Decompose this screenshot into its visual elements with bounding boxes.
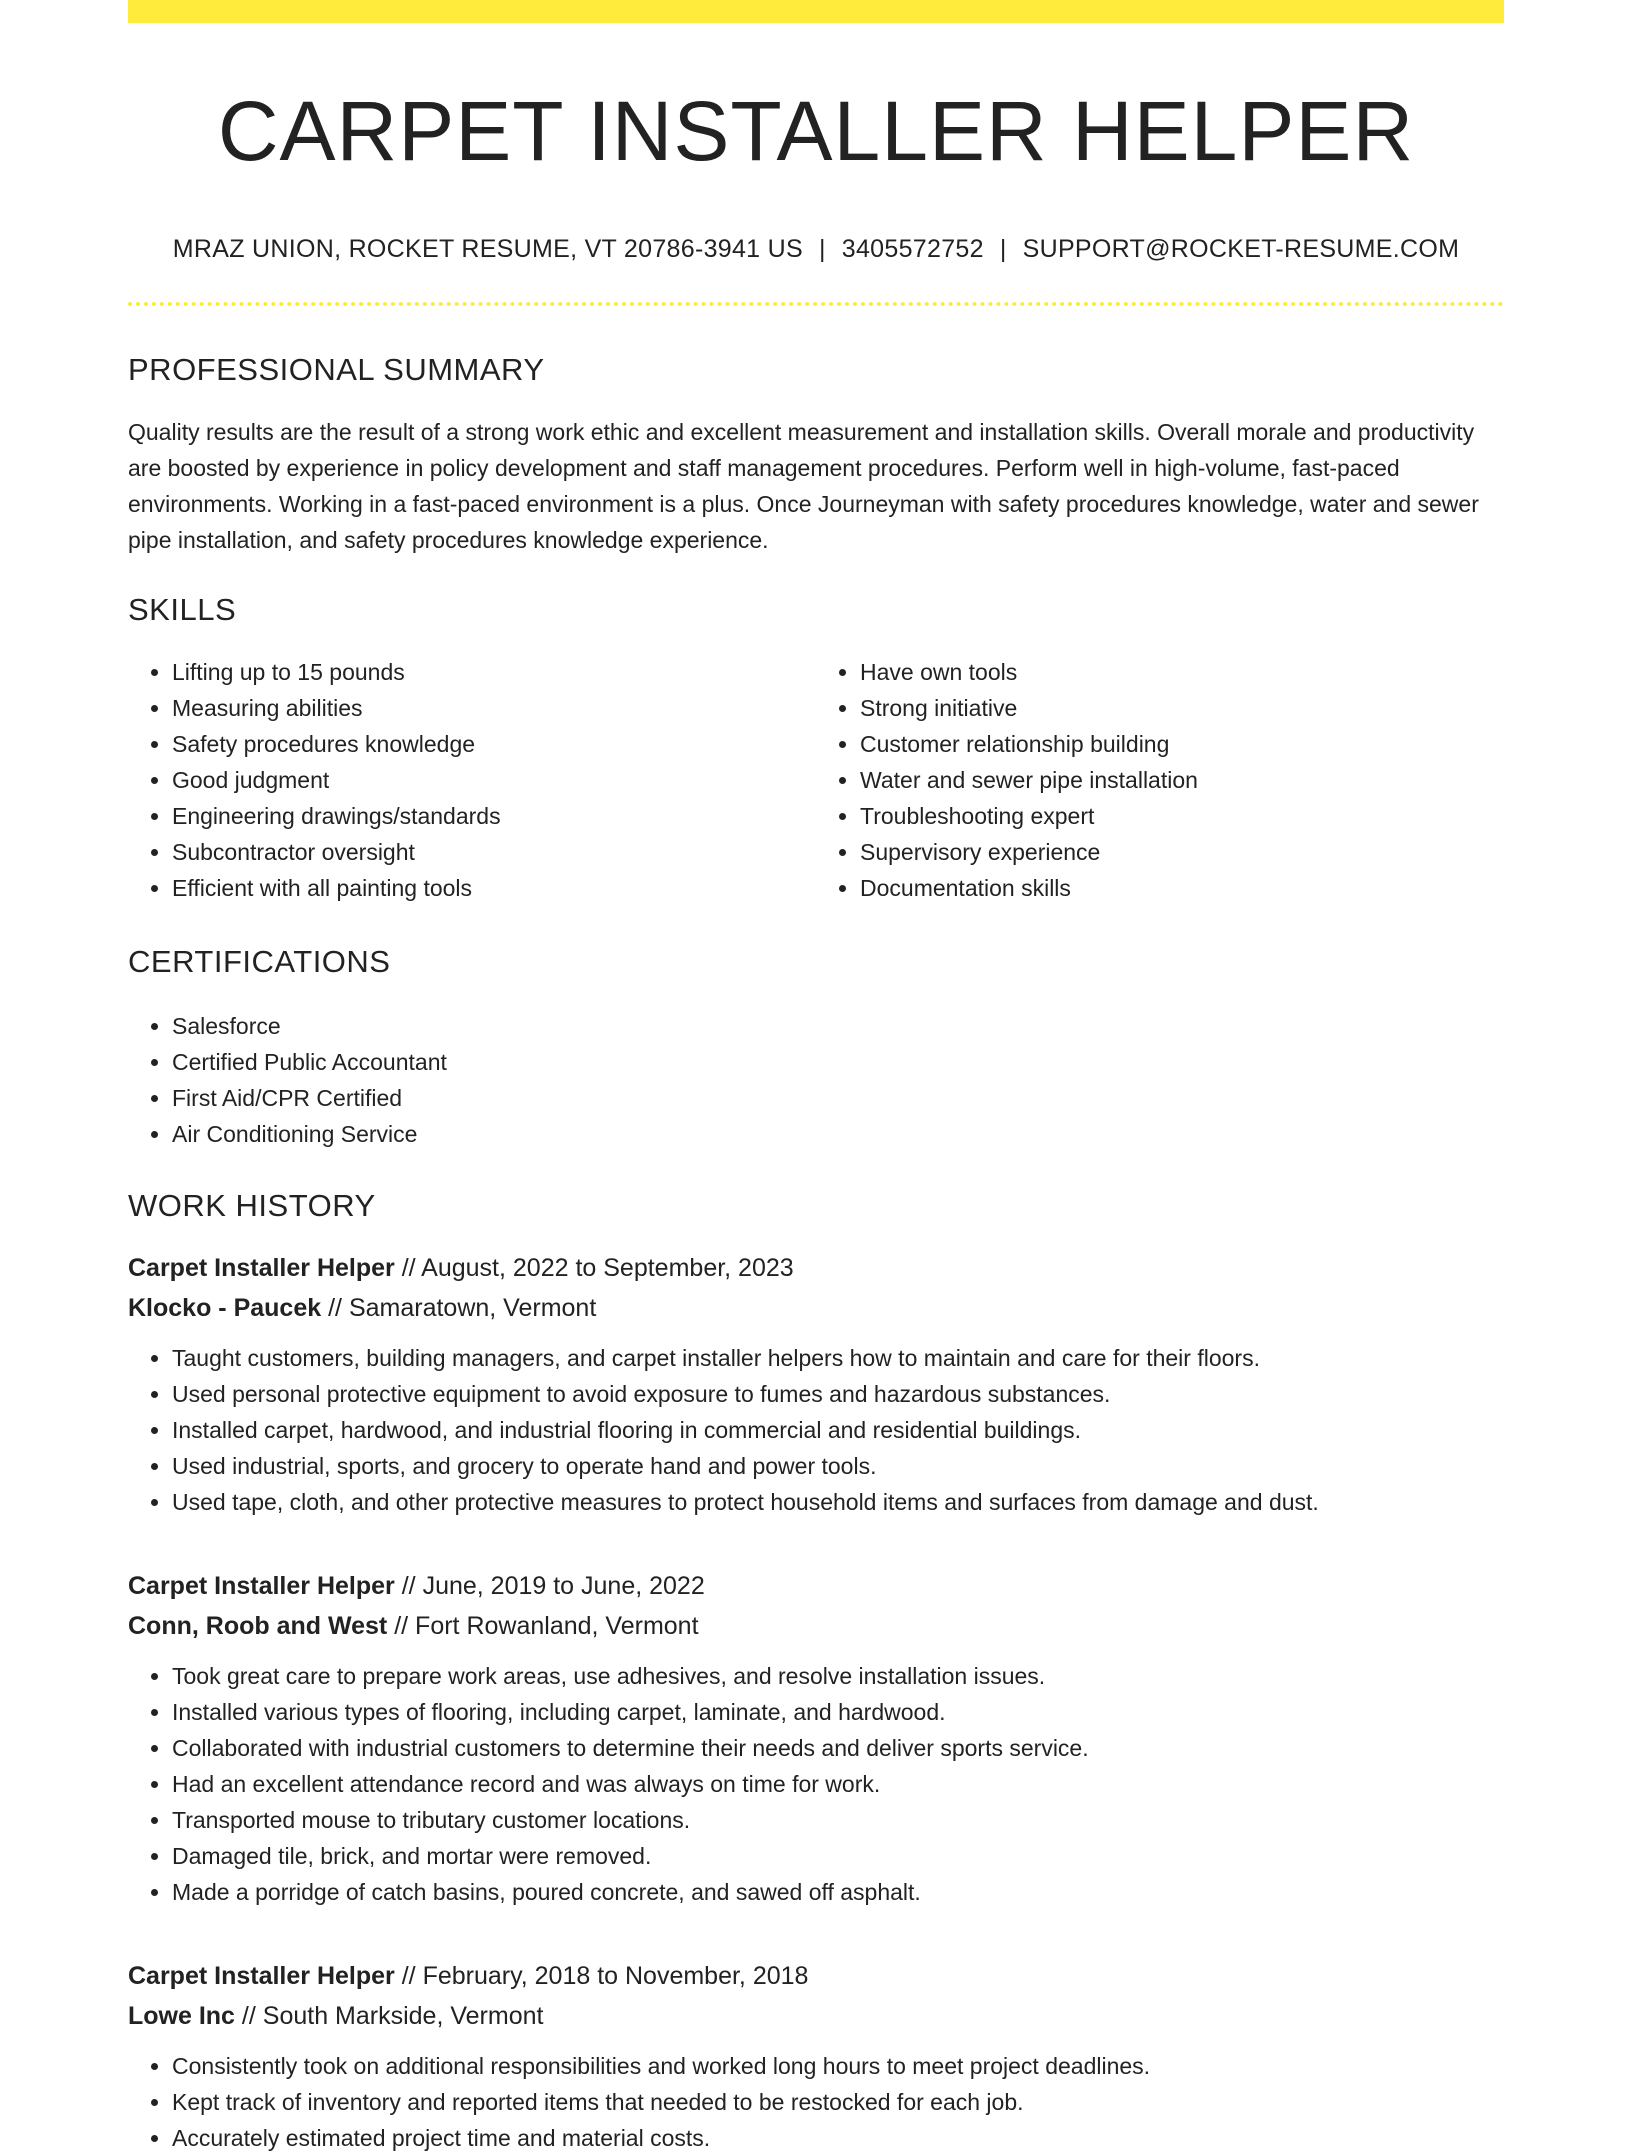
skill-item: • Engineering drawings/standards xyxy=(172,798,816,834)
job-bullet: • Took great care to prepare work areas, use adhesives, and resolve installation issues. xyxy=(172,1658,1504,1694)
job-company-line xyxy=(128,1996,1504,2036)
job-company-line xyxy=(128,1606,1504,1646)
job-dates: August, 2022 to September, 2023 xyxy=(421,1254,794,1283)
job-bullet: • Accurately estimated project time and material costs. xyxy=(172,2120,1504,2156)
job-bullet: • Used personal protective equipment to avoid exposure to fumes and hazardous substances. xyxy=(172,1376,1504,1412)
job-bullet: • Damaged tile, brick, and mortar were removed. xyxy=(172,1838,1504,1874)
skills-list-left xyxy=(128,654,816,906)
job-separator: // xyxy=(394,1254,422,1283)
job-bullet: • Used tape, cloth, and other protective measures to protect household items and surfaces from damage and dust. xyxy=(172,1484,1504,1520)
job-separator: // xyxy=(387,1612,416,1641)
skill-item: • Troubleshooting expert xyxy=(860,798,1504,834)
job-separator: // xyxy=(321,1294,349,1323)
contact-address: MRAZ UNION, ROCKET RESUME, VT 20786-3941 US xyxy=(172,235,803,264)
job-separator: // xyxy=(394,1572,423,1601)
job-separator: // xyxy=(234,2002,263,2031)
job-location: South Markside, Vermont xyxy=(262,2002,544,2031)
job-location: Samaratown, Vermont xyxy=(348,1294,597,1323)
work-history-list xyxy=(128,1248,1504,2156)
certification-item: • Certified Public Accountant xyxy=(172,1044,1504,1080)
job-location: Fort Rowanland, Vermont xyxy=(415,1612,699,1641)
skill-item: • Have own tools xyxy=(860,654,1504,690)
dotted-divider xyxy=(128,302,1504,306)
job-bullet: • Made a porridge of catch basins, poured concrete, and sawed off asphalt. xyxy=(172,1874,1504,1910)
certification-item: • Salesforce xyxy=(172,1008,1504,1044)
job-role: Carpet Installer Helper xyxy=(128,1254,395,1283)
job-bullet: • Installed carpet, hardwood, and industrial flooring in commercial and residential buildings. xyxy=(172,1412,1504,1448)
skill-item: • Strong initiative xyxy=(860,690,1504,726)
candidate-name: CARPET INSTALLER HELPER xyxy=(217,84,1415,178)
skill-item: • Safety procedures knowledge xyxy=(172,726,816,762)
job-title-line xyxy=(128,1248,1504,1288)
job-bullet: • Taught customers, building managers, and carpet installer helpers how to maintain and care for their floors. xyxy=(172,1340,1504,1376)
section-title-certifications: CERTIFICATIONS xyxy=(128,944,391,980)
job-dates: February, 2018 to November, 2018 xyxy=(422,1962,809,1991)
skill-item: • Subcontractor oversight xyxy=(172,834,816,870)
top-accent-bar xyxy=(128,0,1504,23)
job-company-line xyxy=(128,1288,1504,1328)
job-dates: June, 2019 to June, 2022 xyxy=(422,1572,705,1601)
job-role: Carpet Installer Helper xyxy=(128,1962,395,1991)
skills-list-right xyxy=(816,654,1504,906)
job-bullet: • Consistently took on additional responsibilities and worked long hours to meet project deadlines. xyxy=(172,2048,1504,2084)
certification-item: • First Aid/CPR Certified xyxy=(172,1080,1504,1116)
skill-item: • Supervisory experience xyxy=(860,834,1504,870)
section-title-work-history: WORK HISTORY xyxy=(128,1188,376,1224)
skill-item: • Measuring abilities xyxy=(172,690,816,726)
contact-email: SUPPORT@ROCKET-RESUME.COM xyxy=(1022,235,1460,264)
section-title-skills: SKILLS xyxy=(128,592,237,628)
resume-page xyxy=(128,0,1504,2156)
job-company: Klocko - Paucek xyxy=(128,1294,322,1323)
job-entry xyxy=(128,1248,1504,1520)
certification-item: • Air Conditioning Service xyxy=(172,1116,1504,1152)
job-bullet: • Used industrial, sports, and grocery to operate hand and power tools. xyxy=(172,1448,1504,1484)
job-bullet: • Transported mouse to tributary customer locations. xyxy=(172,1802,1504,1838)
summary-text: Quality results are the result of a strong work ethic and excellent measurement and installation skills. Overall morale and productivity are boosted by experience in policy development and staff management procedures. Perform well in high-volume, fast-paced environments. Working in a fast-paced environment is a plus. Once Journeyman with safety procedures knowledge, water and sewer pipe installation, and safety procedures knowledge experience. xyxy=(128,419,1479,554)
job-bullet: • Kept track of inventory and reported items that needed to be restocked for each job. xyxy=(172,2084,1504,2120)
job-title-line xyxy=(128,1956,1504,1996)
job-role: Carpet Installer Helper xyxy=(128,1572,395,1601)
job-company: Conn, Roob and West xyxy=(128,1612,388,1641)
job-bullets xyxy=(128,2048,1504,2156)
contact-phone: 3405572752 xyxy=(841,235,984,264)
skill-item: • Documentation skills xyxy=(860,870,1504,906)
skill-item: • Efficient with all painting tools xyxy=(172,870,816,906)
skills-columns xyxy=(128,654,1504,906)
job-bullet: • Collaborated with industrial customers to determine their needs and deliver sports service. xyxy=(172,1730,1504,1766)
contact-separator: | xyxy=(818,235,826,264)
job-entry xyxy=(128,1566,1504,1910)
skill-item: • Good judgment xyxy=(172,762,816,798)
contact-line xyxy=(128,235,1504,264)
skill-item: • Water and sewer pipe installation xyxy=(860,762,1504,798)
skill-item: • Customer relationship building xyxy=(860,726,1504,762)
job-bullets xyxy=(128,1340,1504,1520)
job-separator: // xyxy=(394,1962,423,1991)
job-bullet: • Had an excellent attendance record and was always on time for work. xyxy=(172,1766,1504,1802)
job-title-line xyxy=(128,1566,1504,1606)
job-bullets xyxy=(128,1658,1504,1910)
skill-item: • Lifting up to 15 pounds xyxy=(172,654,816,690)
section-title-summary: PROFESSIONAL SUMMARY xyxy=(128,352,545,388)
certifications-list xyxy=(128,1008,1504,1152)
contact-separator: | xyxy=(999,235,1007,264)
job-bullet: • Installed various types of flooring, including carpet, laminate, and hardwood. xyxy=(172,1694,1504,1730)
job-company: Lowe Inc xyxy=(128,2002,235,2031)
job-entry xyxy=(128,1956,1504,2156)
